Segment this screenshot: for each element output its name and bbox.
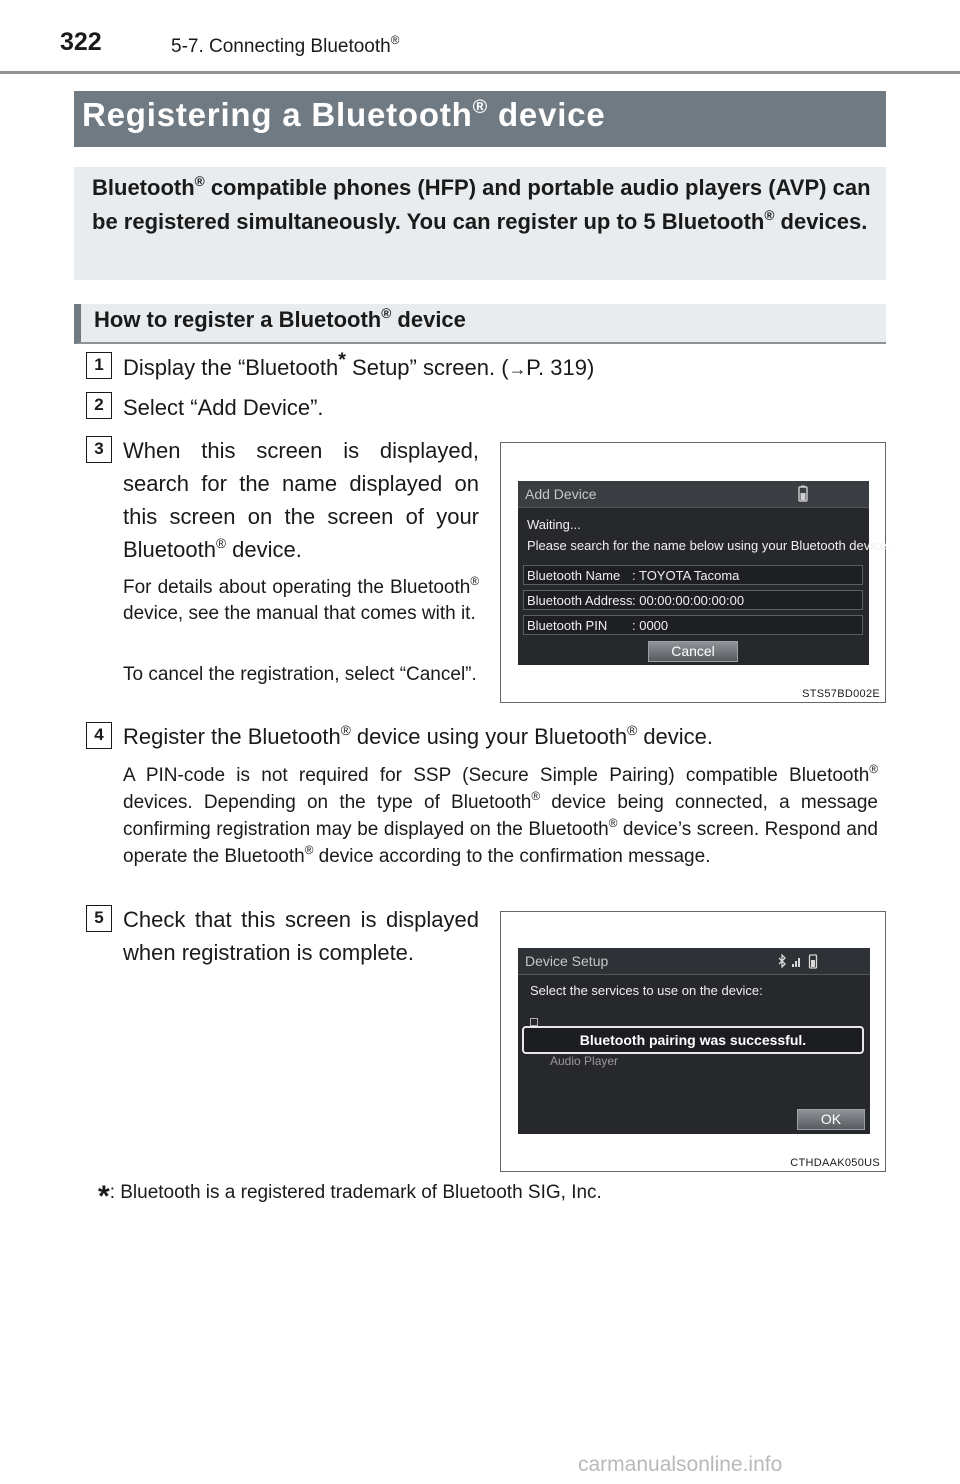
section-title-text: Registering a Bluetooth <box>82 96 473 133</box>
checkbox-icon <box>530 1018 538 1026</box>
page-number: 322 <box>60 28 102 56</box>
header-rule <box>0 71 960 74</box>
registered-mark: ® <box>869 763 878 777</box>
figure-code: STS57BD002E <box>802 688 880 700</box>
step-text-part: When this screen is displayed, search for the name displayed on this screen on the screen of your Bluetooth <box>123 438 479 562</box>
pairing-success-popup: Bluetooth pairing was successful. <box>522 1026 864 1054</box>
note-text-part: A PIN-code is not required for SSP (Secure Simple Pairing) compatible Bluetooth <box>123 765 870 786</box>
section-title-text-end: device <box>487 96 606 133</box>
row-label: Bluetooth Address <box>527 593 633 608</box>
service-label: Audio Player <box>550 1054 619 1068</box>
note-text-part: device’s screen. Respond and operate the Bluetooth <box>123 819 878 867</box>
note-text-part: device, see the manual that comes with it. <box>123 603 476 624</box>
step-number-1: 1 <box>86 352 112 379</box>
intro-text: Bluetooth <box>92 175 195 200</box>
step-number-5: 5 <box>86 905 112 932</box>
screen-titlebar <box>518 481 869 508</box>
asterisk-mark: * <box>338 348 346 371</box>
instruction-text: Select the services to use on the device: <box>530 983 763 998</box>
step-1-text <box>123 348 595 386</box>
instruction-text: Please search for the name below using your Bluetooth device. <box>527 538 891 553</box>
bluetooth-address-row <box>523 590 863 610</box>
note-text-part: device being connected, a message confirming registration may be displayed on the Bluetooth <box>123 792 878 840</box>
registered-mark: ® <box>627 723 638 738</box>
registered-mark: ® <box>764 208 775 223</box>
step-text-part: Display the “Bluetooth <box>123 355 339 380</box>
note-text-part: devices. Depending on the type of Bluetooth <box>123 792 532 813</box>
phone-battery-icon <box>808 953 818 969</box>
step-3-note-cancel: To cancel the registration, select “Cancel”. <box>123 664 477 685</box>
step-3-note-details <box>123 575 479 627</box>
running-head-text: 5-7. Connecting Bluetooth <box>171 36 391 57</box>
ok-button[interactable]: OK <box>797 1109 865 1130</box>
figure-code: CTHDAAK050US <box>790 1157 880 1169</box>
registered-mark: ® <box>470 575 479 589</box>
step-3-text <box>123 434 479 566</box>
step-number-2: 2 <box>86 392 112 419</box>
add-device-screenshot <box>500 442 891 703</box>
step-text-part: device using your Bluetooth <box>350 724 628 749</box>
registered-mark: ® <box>531 790 541 804</box>
arrow-icon: → <box>508 359 527 379</box>
step-text-part: Setup” screen. ( <box>345 355 509 380</box>
step-4-note <box>123 762 878 870</box>
running-head <box>171 36 399 58</box>
page-reference-link[interactable]: P. 319) <box>526 355 595 380</box>
step-text-part: device. <box>637 724 714 749</box>
row-value: : 00:00:00:00:00:00 <box>632 593 745 608</box>
screen-title: Device Setup <box>525 953 609 969</box>
status-text: Waiting... <box>527 517 581 532</box>
footnote-text: : Bluetooth is a registered trademark of Bluetooth SIG, Inc. <box>109 1182 602 1203</box>
step-text-part: device. <box>226 537 302 562</box>
step-5-text: Check that this screen is displayed when registration is complete. <box>123 907 479 965</box>
trademark-footnote <box>98 1180 602 1214</box>
step-2-text: Select “Add Device”. <box>123 395 324 420</box>
screen-titlebar <box>518 948 870 975</box>
intro-text: devices. <box>774 209 868 234</box>
step-4-text <box>123 720 713 753</box>
bluetooth-name-row <box>523 565 863 585</box>
phone-battery-icon <box>797 485 809 503</box>
registered-mark: ® <box>215 536 227 551</box>
section-title <box>74 91 886 147</box>
add-device-screen <box>518 481 891 665</box>
note-text-part: device according to the confirmation message. <box>313 846 711 867</box>
asterisk-mark: * <box>98 1180 110 1213</box>
subsection-heading-text: How to register a Bluetooth <box>94 307 382 332</box>
note-text-part: For details about operating the Bluetooth <box>123 577 471 598</box>
row-label: Bluetooth PIN <box>527 618 608 633</box>
registered-mark: ® <box>381 306 392 321</box>
registered-mark: ® <box>390 34 400 48</box>
bluetooth-icon <box>778 954 786 968</box>
row-value: : 0000 <box>632 618 669 633</box>
step-text-part: Register the Bluetooth <box>123 724 341 749</box>
registered-mark: ® <box>472 96 488 119</box>
watermark: carmanualsonline.info <box>578 1453 783 1476</box>
device-setup-screenshot <box>500 911 886 1172</box>
intro-text: compatible phones (HFP) and portable audio players (AVP) can be registered simultaneously. You can register up to 5 Bluetooth <box>92 175 871 234</box>
bluetooth-pin-row <box>523 615 863 635</box>
registered-mark: ® <box>340 723 351 738</box>
step-number-3: 3 <box>86 436 112 463</box>
registered-mark: ® <box>608 817 618 831</box>
registered-mark: ® <box>304 844 314 858</box>
signal-icon <box>792 956 802 967</box>
screen-title: Add Device <box>525 486 597 502</box>
subsection-heading <box>74 304 886 344</box>
cancel-button[interactable]: Cancel <box>648 641 738 662</box>
row-label: Bluetooth Name <box>527 568 621 583</box>
device-setup-screen <box>518 948 870 1134</box>
step-number-4: 4 <box>86 722 112 749</box>
registered-mark: ® <box>194 174 205 189</box>
subsection-heading-text-end: device <box>391 307 466 332</box>
row-value: : TOYOTA Tacoma <box>632 568 740 583</box>
intro-summary <box>74 167 886 280</box>
